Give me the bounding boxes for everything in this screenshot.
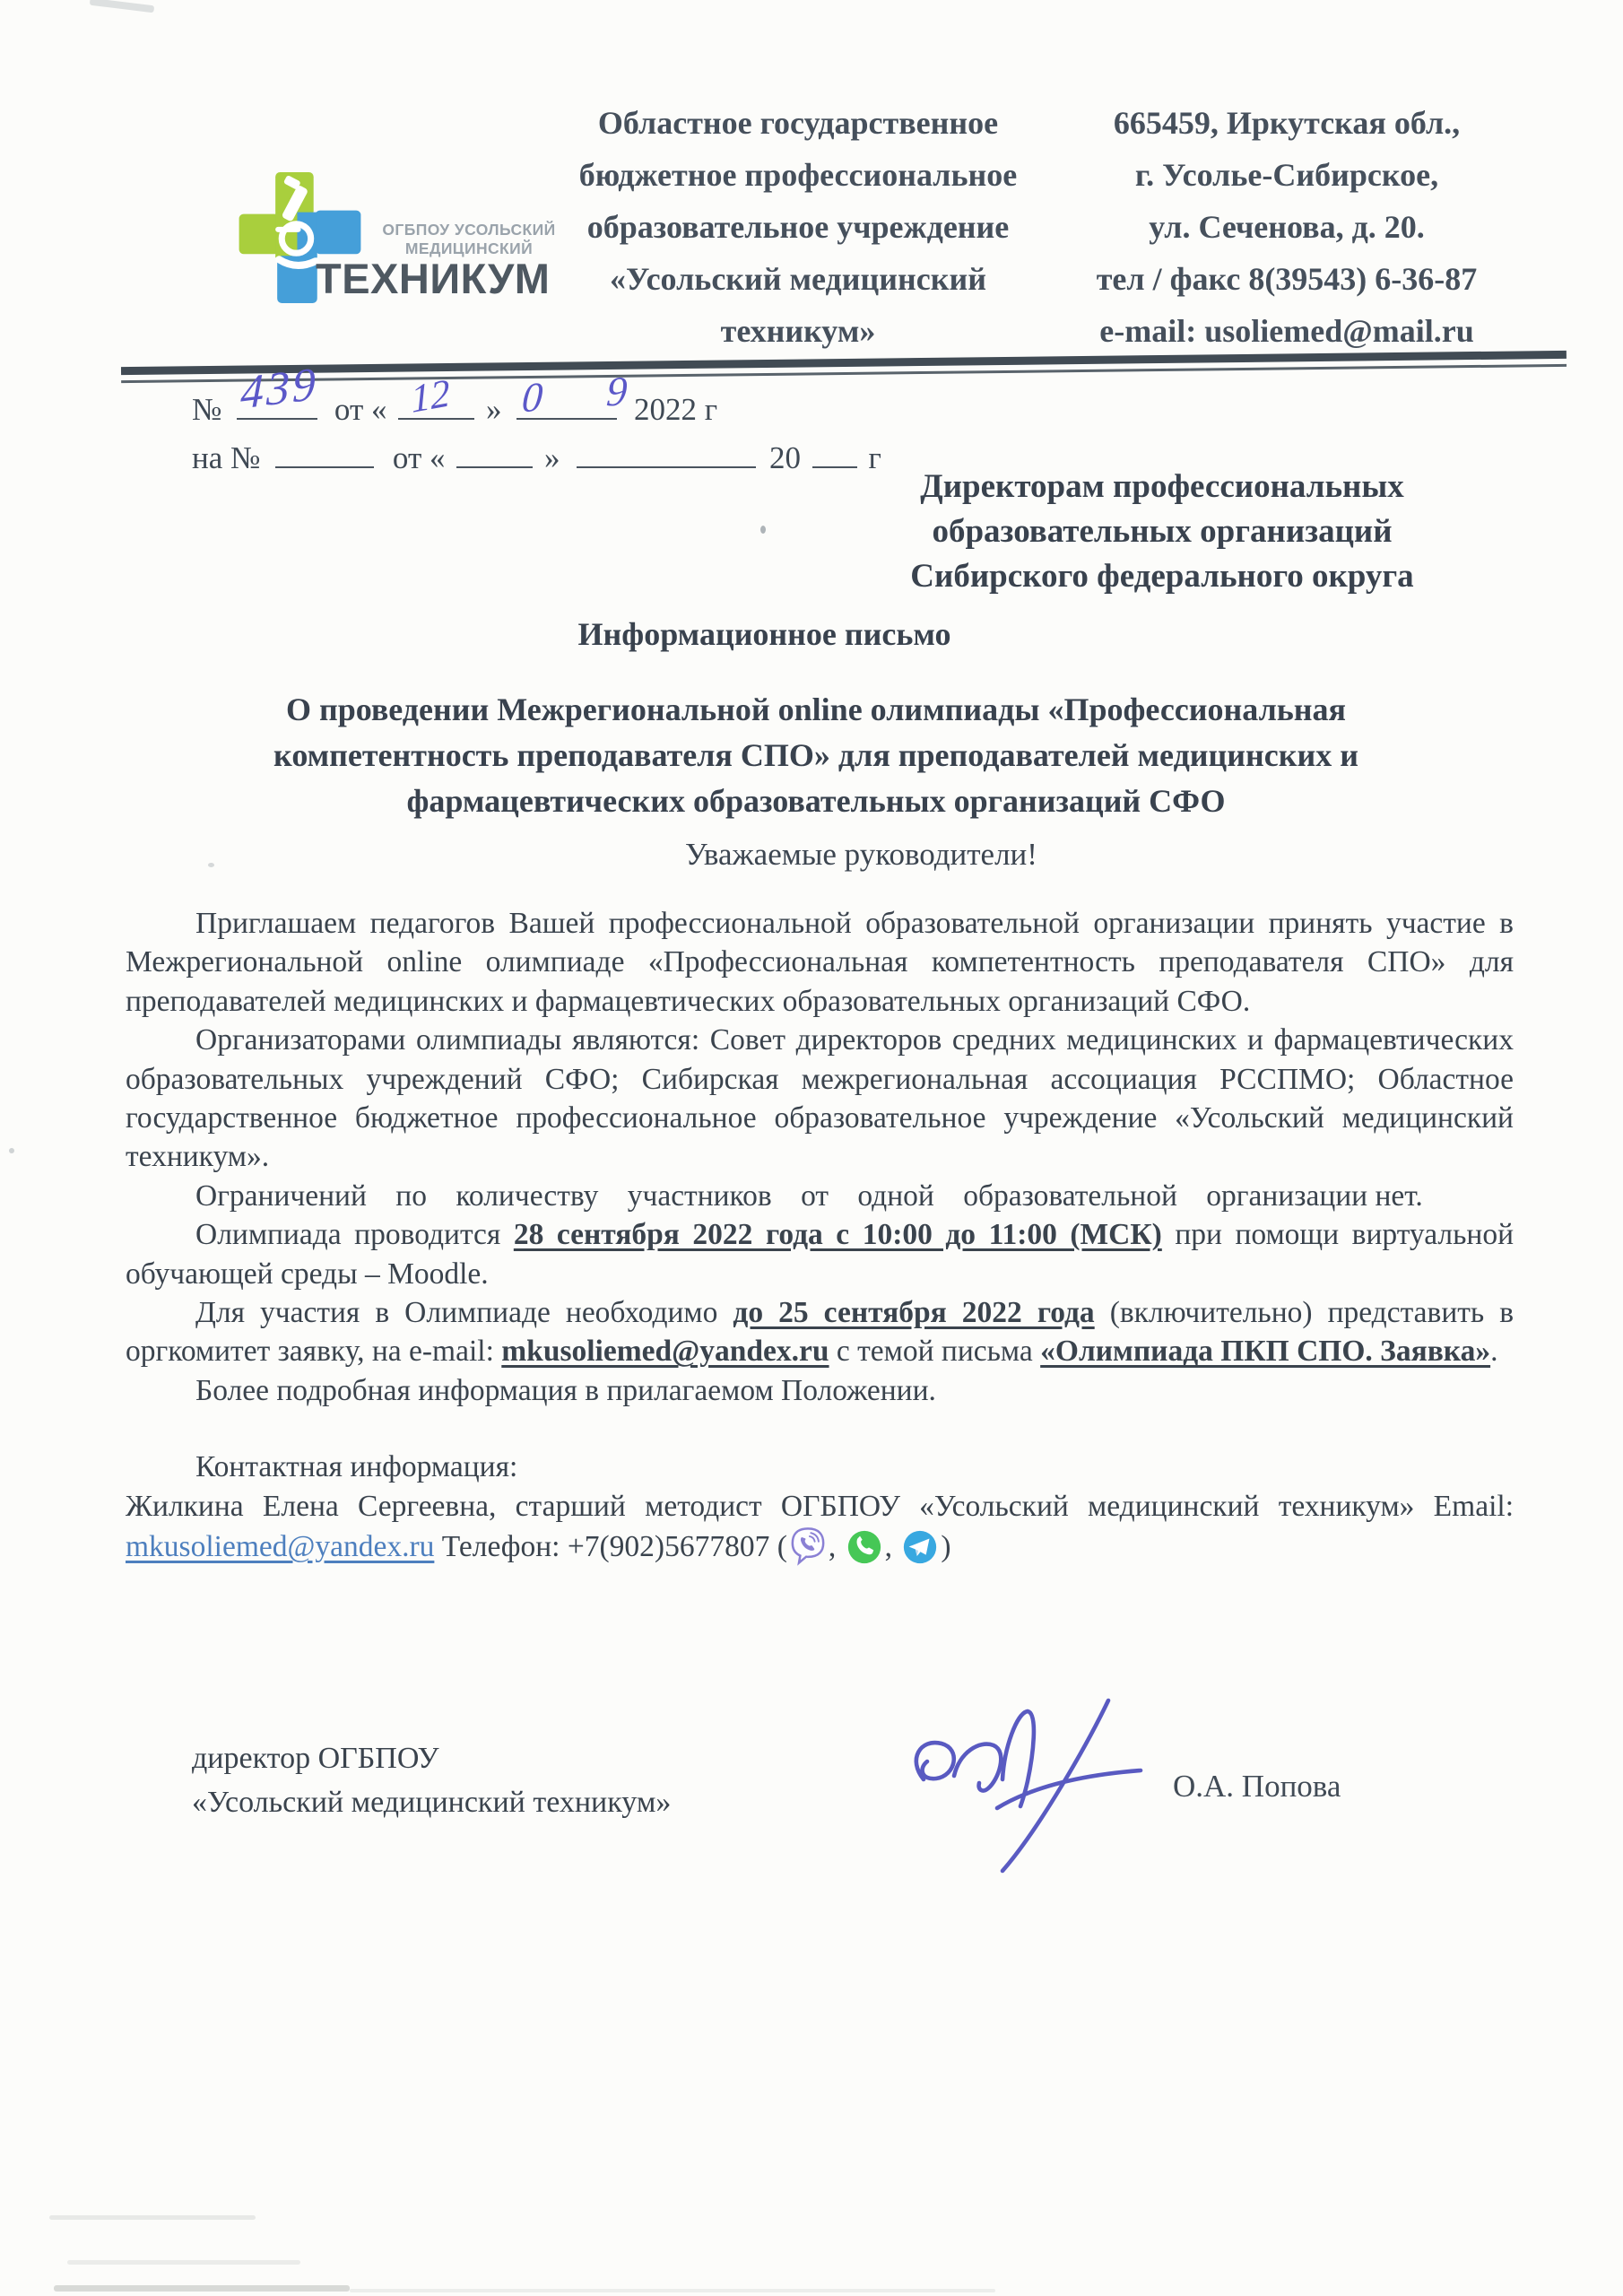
- letter-body: [126, 904, 1514, 1567]
- text-run: при помощи виртуальной обучающей среды – Moodle.: [126, 1218, 1514, 1291]
- telegram-icon: [901, 1528, 939, 1566]
- text-run: ,: [884, 1530, 900, 1564]
- recipient-line: Сибирского федерального округа: [910, 558, 1414, 595]
- phone-number: +7(902)5677807: [567, 1530, 770, 1564]
- org-address-line: тел / факс 8(39543) 6-36-87: [1096, 261, 1478, 297]
- subject-heading: [215, 687, 1417, 824]
- text-run: Для участия в Олимпиаде необходимо: [195, 1296, 733, 1330]
- handwritten-month: 0 9: [520, 365, 656, 422]
- body-paragraph: [126, 1293, 1514, 1371]
- contact-heading: Контактная информация:: [195, 1450, 518, 1484]
- logo-org-line2: МЕДИЦИНСКИЙ: [404, 239, 534, 257]
- scan-artifact: [49, 2215, 256, 2220]
- scan-artifact: [350, 2289, 995, 2292]
- body-paragraph: [126, 1177, 1514, 1215]
- outgoing-ref-line: [192, 358, 718, 428]
- text-run: ): [941, 1530, 951, 1564]
- body-paragraph: [126, 1215, 1514, 1293]
- ref-month-underline: [516, 365, 656, 422]
- whatsapp-icon: [846, 1528, 883, 1566]
- ref-number-underline: [237, 358, 319, 420]
- org-name-line: Областное государственное: [597, 105, 999, 141]
- handwritten-signature-icon: [897, 1693, 1166, 1882]
- scan-artifact: [208, 863, 214, 867]
- ref2-month-underline: [577, 434, 756, 468]
- org-address-line: 665459, Иркутская обл.,: [1113, 105, 1461, 141]
- letter-type-title: Информационное письмо: [577, 616, 951, 652]
- email-link[interactable]: mkusoliemed@yandex.ru: [126, 1530, 435, 1564]
- contact-paragraph: [126, 1487, 1514, 1567]
- scan-artifact: [760, 526, 766, 534]
- subject-line: компетентность преподавателя СПО» для преподавателей медицинских и: [273, 737, 1358, 773]
- ref-no-label: №: [192, 392, 222, 427]
- signature-title-block: [192, 1736, 671, 1824]
- text-run: нет.: [1367, 1178, 1423, 1213]
- scan-artifact: [9, 1148, 14, 1153]
- org-address-line: e-mail: usoliemed@mail.ru: [1099, 313, 1474, 349]
- org-name-block: [529, 97, 1067, 357]
- text-run: (: [769, 1530, 787, 1564]
- org-address-line: г. Усолье-Сибирское,: [1134, 157, 1439, 193]
- org-name-line: бюджетное профессиональное: [578, 157, 1018, 193]
- signatory-name: О.А. Попова: [1173, 1769, 1341, 1804]
- org-name-line: техникум»: [720, 313, 876, 349]
- logo-technikum-text: ТЕХНИКУМ: [316, 255, 551, 302]
- email-subject-bold: «Олимпиада ПКП СПО. Заявка»: [1040, 1335, 1491, 1369]
- text-run: ,: [828, 1530, 844, 1564]
- scan-artifact: [90, 0, 154, 13]
- org-name-line: «Усольский медицинский: [610, 261, 986, 297]
- salutation: Уважаемые руководители!: [685, 837, 1037, 872]
- ref2-g-label: г: [868, 440, 881, 475]
- ref-year: 2022 г: [634, 392, 718, 427]
- viber-icon: [789, 1526, 827, 1566]
- ref2-ot-label: от «: [392, 440, 446, 475]
- recipient-line: образовательных организаций: [932, 513, 1393, 550]
- ref2-year-underline: [812, 434, 857, 468]
- text-run: Жилкина Елена Сергеевна, старший методист ОГБПОУ «Усольский медицинский техникум» Email:: [126, 1489, 1514, 1523]
- ref2-prefix: на №: [192, 440, 261, 475]
- body-paragraph: Приглашаем педагогов Вашей профессиональной образовательной организации принять участие в Межрегиональной online олимпиаде «Профессиональная компетентность преподавателя СПО» для преподавателей медицинских и фармацевтических образовательных организаций СФО.: [126, 907, 1514, 1018]
- body-paragraph: Более подробная информация в прилагаемом Положении.: [195, 1373, 936, 1407]
- signatory-org-line: «Усольский медицинский техникум»: [192, 1786, 672, 1819]
- signatory-position-line: директор ОГБПОУ: [192, 1742, 439, 1775]
- text-run: Ограничений по количеству участников от одной образовательной организации: [195, 1178, 1368, 1213]
- recipient-line: Директорам профессиональных: [920, 468, 1404, 505]
- text-run: Телефон:: [434, 1530, 568, 1564]
- text-run: (включительно) представить в оргкомитет заявку, на e-mail:: [126, 1296, 1515, 1369]
- handwritten-number: 439: [239, 358, 319, 420]
- scan-artifact: [67, 2260, 300, 2265]
- deadline-bold: до 25 сентября 2022 года: [733, 1296, 1095, 1330]
- quote-close: »: [486, 392, 502, 427]
- recipient-block: [812, 465, 1512, 599]
- text-run: Олимпиада проводится: [195, 1218, 514, 1252]
- org-address-line: ул. Сеченова, д. 20.: [1149, 209, 1425, 245]
- handwritten-day: 12: [409, 370, 452, 422]
- ref-day-underline: [398, 370, 474, 422]
- text-run: с темой письма: [829, 1335, 1041, 1369]
- ref2-day-underline: [456, 434, 533, 468]
- quote-close: »: [544, 440, 560, 475]
- subject-line: фармацевтических образовательных организаций СФО: [406, 783, 1226, 819]
- org-address-block: [1081, 97, 1493, 357]
- application-email-bold: mkusoliemed@yandex.ru: [501, 1335, 829, 1369]
- org-name-line: образовательное учреждение: [586, 209, 1010, 245]
- incoming-ref-line: [192, 434, 881, 476]
- ref-ot-label: от «: [334, 392, 387, 427]
- subject-line: О проведении Межрегиональной online олимпиады «Профессиональная: [285, 691, 1347, 727]
- olympiad-date-bold: 28 сентября 2022 года с 10:00 до 11:00 (МСК): [513, 1218, 1162, 1252]
- text-run: .: [1490, 1335, 1498, 1369]
- logo-org-line1: ОГБПОУ УСОЛЬСКИЙ: [382, 221, 556, 239]
- scan-artifact: [54, 2285, 350, 2292]
- ref2-year-prefix: 20: [769, 440, 802, 475]
- ref2-number-underline: [275, 434, 374, 468]
- body-paragraph: Организаторами олимпиады являются: Совет директоров средних медицинских и фармацевтических образовательных учреждений СФО; Сибирская межрегиональная ассоциация РССПМО; Областное государственное бюджетное профессиональное образовательное учреждение «Усольский медицинский техникум».: [126, 1023, 1514, 1174]
